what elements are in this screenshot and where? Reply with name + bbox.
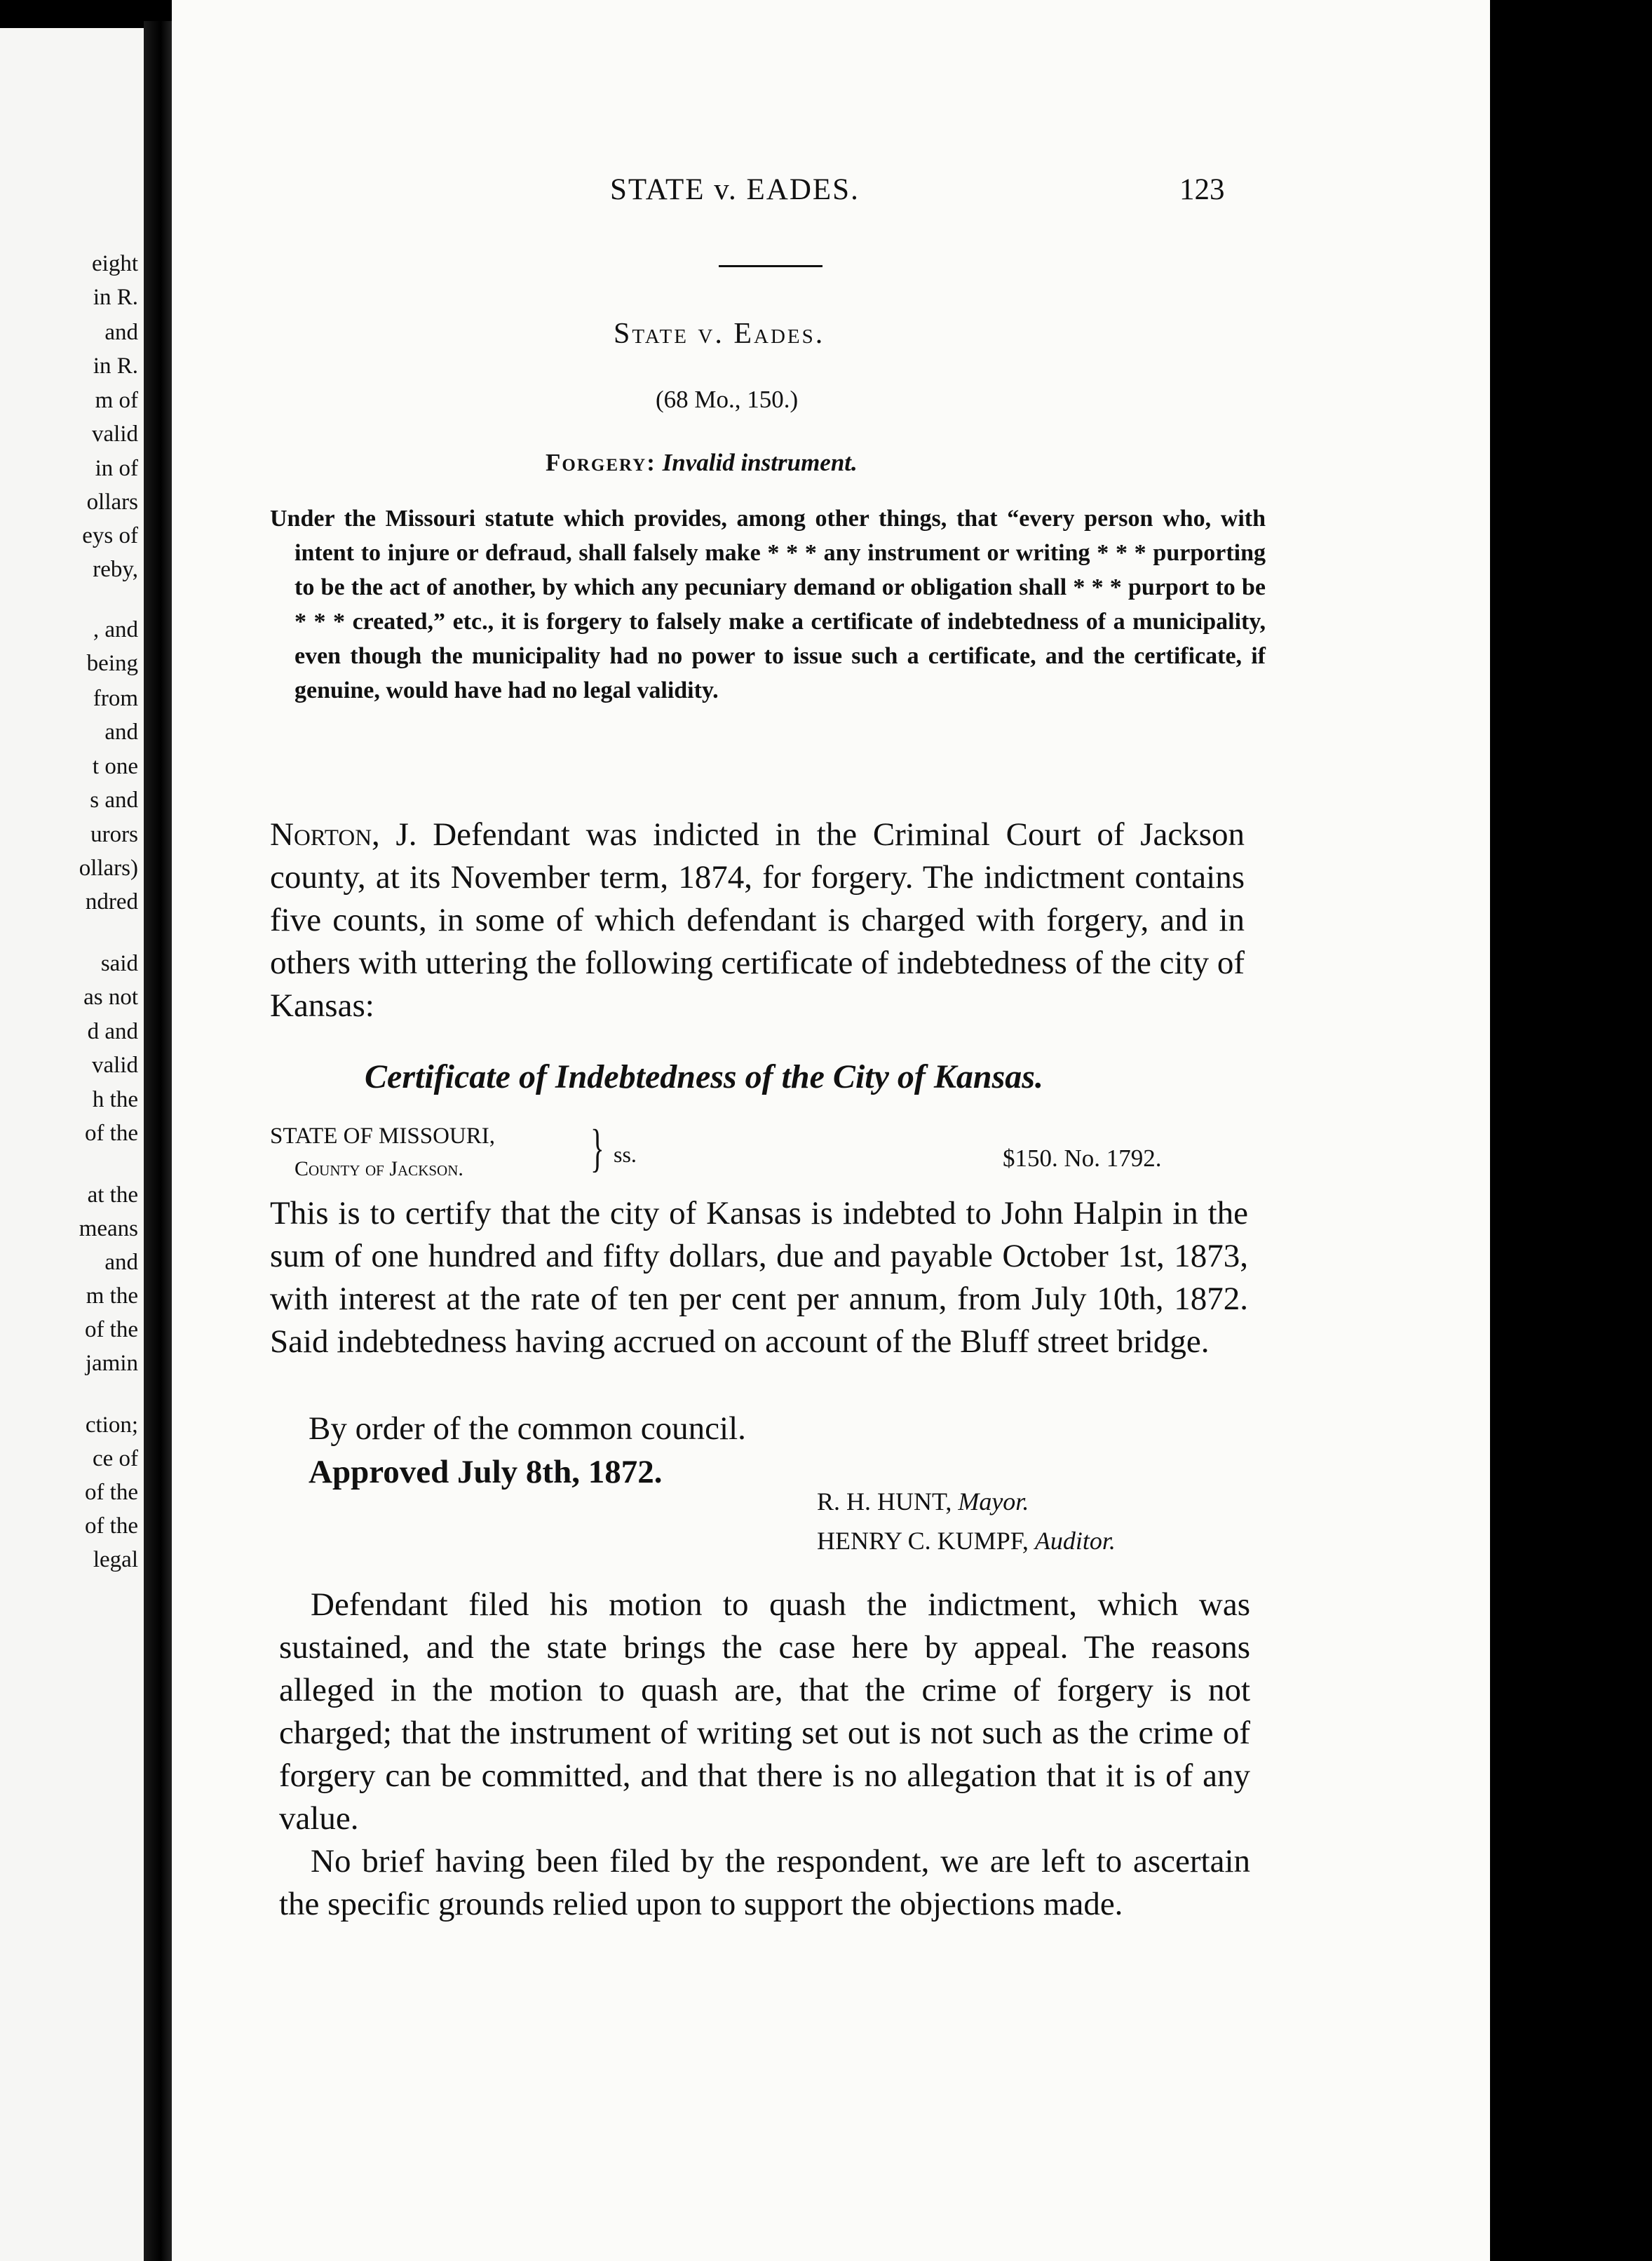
header-rule xyxy=(719,265,822,267)
opening-paragraph xyxy=(270,814,1245,1027)
left-page-fragment: valid xyxy=(92,421,138,447)
certificate-approved: Approved July 8th, 1872. xyxy=(309,1454,663,1490)
topic-label: Forgery: xyxy=(546,449,656,476)
scan-background xyxy=(1490,0,1652,2261)
left-page-fragment: eys of xyxy=(82,523,138,548)
certificate-order: By order of the common council. xyxy=(309,1410,746,1447)
left-page-fragment: , and xyxy=(93,617,138,642)
signer-role: Auditor. xyxy=(1034,1527,1116,1555)
left-page-fragment: ce of xyxy=(92,1446,138,1471)
case-title: State v. Eades. xyxy=(614,318,825,350)
left-page-fragment: s and xyxy=(90,788,138,813)
venue-county: County of Jackson. xyxy=(294,1157,463,1180)
signer-role: Mayor. xyxy=(958,1487,1029,1516)
left-page-fragment: jamin xyxy=(85,1351,138,1376)
left-page-fragment: m of xyxy=(95,388,138,413)
left-page-fragment: and xyxy=(104,1250,138,1275)
running-head: STATE v. EADES. xyxy=(610,173,860,206)
left-page-fragment: ollars xyxy=(86,490,138,515)
left-page-margin xyxy=(0,28,144,2261)
left-page-fragment: at the xyxy=(87,1182,138,1208)
left-page-fragment: of the xyxy=(84,1513,138,1539)
signature-mayor xyxy=(817,1487,1029,1516)
left-page-fragment: urors xyxy=(90,822,138,847)
left-page-fragment: ndred xyxy=(85,889,138,914)
venue-ss: ss. xyxy=(614,1142,637,1167)
left-page-fragment: from xyxy=(93,686,138,711)
certificate-heading: Certificate of Indebtedness of the City of Kansas. xyxy=(365,1058,1043,1095)
left-page-fragment: means xyxy=(79,1216,138,1241)
venue-brace: } xyxy=(590,1119,604,1177)
left-page-fragment: m the xyxy=(86,1283,138,1309)
left-page-fragment: eight xyxy=(92,251,138,276)
topic-subject: Invalid instrument. xyxy=(662,449,858,476)
left-page-fragment: said xyxy=(100,951,138,976)
body-paragraph: No brief having been filed by the respondent, we are left to ascertain the specific grounds relied upon to support the objections made. xyxy=(279,1843,1250,1922)
signer-name: HENRY C. KUMPF, xyxy=(817,1527,1029,1555)
left-page-fragment: of the xyxy=(84,1317,138,1342)
book-gutter xyxy=(144,21,172,2261)
left-page-fragment: in R. xyxy=(93,285,138,310)
left-page-fragment: and xyxy=(104,720,138,745)
left-page-fragment: reby, xyxy=(93,557,138,582)
venue-state: STATE OF MISSOURI, xyxy=(270,1123,495,1149)
signature-auditor xyxy=(817,1526,1116,1555)
left-page-fragment: being xyxy=(86,651,138,676)
page-number: 123 xyxy=(1179,173,1225,206)
left-page-fragment: t one xyxy=(92,754,138,779)
opening-text: Defendant was indicted in the Criminal Court of Jackson county, at its November term, 1874, for forgery. The indictment contains five counts, in some of which defendant is charged with forgery, and in others with uttering the following certificate of indebtedness of the city of Kansas: xyxy=(270,816,1245,1024)
syllabus-headnote: Under the Missouri statute which provides, among other things, that “every person who, with intent to injure or defraud, shall falsely make * * * any instrument or writing * * * purporting to be the act of another, by which any pecuniary demand or obligation shall * * * purport to be * * * created,” etc., it is forgery to falsely make a certificate of indebtedness of a municipality, even though the municipality had no power to issue such a certificate, and the certificate, if genuine, would have had no legal validity. xyxy=(270,506,1266,703)
left-page-fragment: in R. xyxy=(93,353,138,379)
left-page-fragment: valid xyxy=(92,1053,138,1078)
left-page-fragment: as not xyxy=(83,985,138,1010)
left-page-fragment: d and xyxy=(87,1019,138,1044)
case-citation: (68 Mo., 150.) xyxy=(656,386,799,413)
left-page-fragment: of the xyxy=(84,1480,138,1505)
left-page-fragment: and xyxy=(104,320,138,345)
left-page-fragment: ollars) xyxy=(79,856,138,881)
body-paragraph: Defendant filed his motion to quash the indictment, which was sustained, and the state brings the case here by appeal. The reasons alleged in the motion to quash are, that the crime of forgery is not charged; that the instrument of writing set out is not such as the crime of forgery can be committed, and that there is no allegation that it is of any value. xyxy=(279,1586,1250,1837)
signer-name: R. H. HUNT, xyxy=(817,1487,952,1516)
certificate-amount: $150. No. 1792. xyxy=(1003,1145,1162,1172)
left-page-fragment: in of xyxy=(95,456,138,481)
judge-name: Norton, J. xyxy=(270,816,417,853)
left-page-fragment: of the xyxy=(84,1121,138,1146)
left-page-fragment: h the xyxy=(92,1087,138,1112)
certificate-body: This is to certify that the city of Kansas is indebted to John Halpin in the sum of one hundred and fifty dollars, due and payable October 1st, 1873, with interest at the rate of ten per cent per annum, from July 10th, 1872. Said indebtedness having accrued on account of the Bluff street bridge. xyxy=(270,1195,1248,1360)
left-page-fragment: ction; xyxy=(85,1412,138,1438)
topic-line xyxy=(546,449,858,477)
left-page-fragment: legal xyxy=(93,1547,138,1572)
